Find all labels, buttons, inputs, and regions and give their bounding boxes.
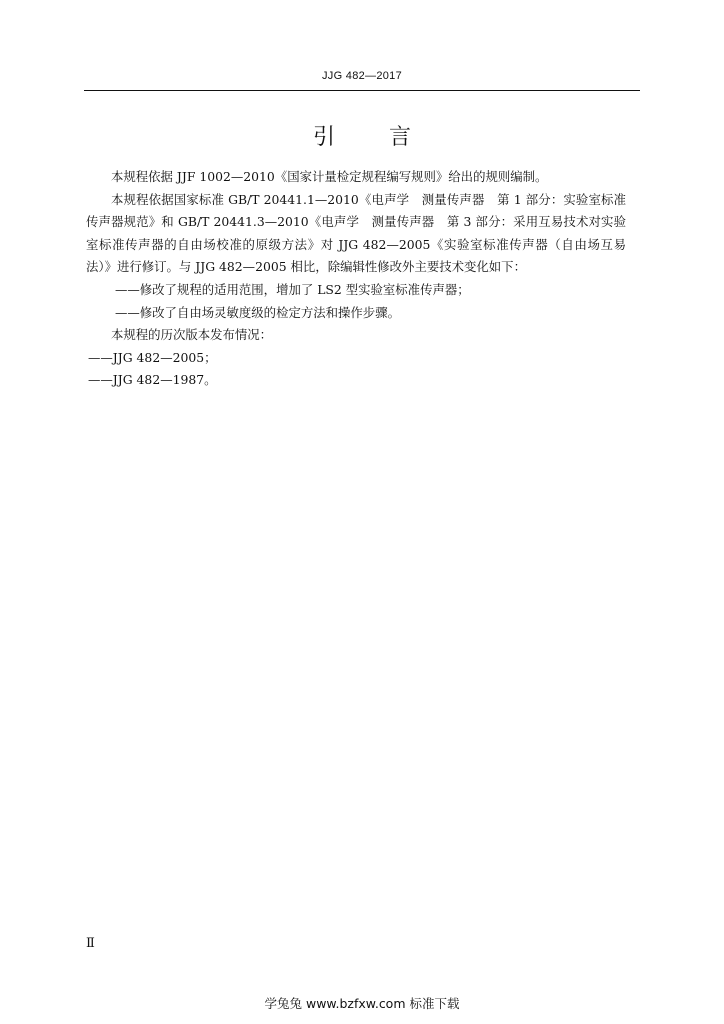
paragraph-history: 本规程的历次版本发布情况： <box>111 327 273 343</box>
footer-watermark: 学兔兔 www.bzfxw.com 标准下载 <box>264 996 460 1011</box>
list-item-history-1: ——JJG 482—2005； <box>88 349 217 365</box>
header-rule <box>84 90 640 91</box>
header-standard-code: JJG 482—2017 <box>321 70 403 82</box>
document-body <box>86 166 626 392</box>
list-item-change-2: ——修改了自由场灵敏度级的检定方法和操作步骤。 <box>115 304 400 320</box>
list-item-history-2: ——JJG 482—1987。 <box>88 372 217 388</box>
paragraph-revision: 本规程依据国家标准 GB/T 20441.1—2010《电声学 测量传声器 第 1 部分：实验室标准传声器规范》和 GB/T 20441.3—2010《电声学 测量传声器 第 3 部分：采用互易技术对实验室标准传声器的自由场校准的原级方法》对 JJG 482—2005《实验室标准传声器（自由场互易法）》进行修订。与 JJG 482—2005 相比，除编辑性修改外主要技术变化如下： <box>86 191 626 275</box>
page-title: 引言 <box>312 125 465 150</box>
page-number: Ⅱ <box>86 936 95 951</box>
paragraph-basis: 本规程依据 JJF 1002—2010《国家计量检定规程编写规则》给出的规则编制。 <box>111 169 548 184</box>
list-item-change-1: ——修改了规程的适用范围，增加了 LS2 型实验室标准传声器； <box>115 281 470 297</box>
